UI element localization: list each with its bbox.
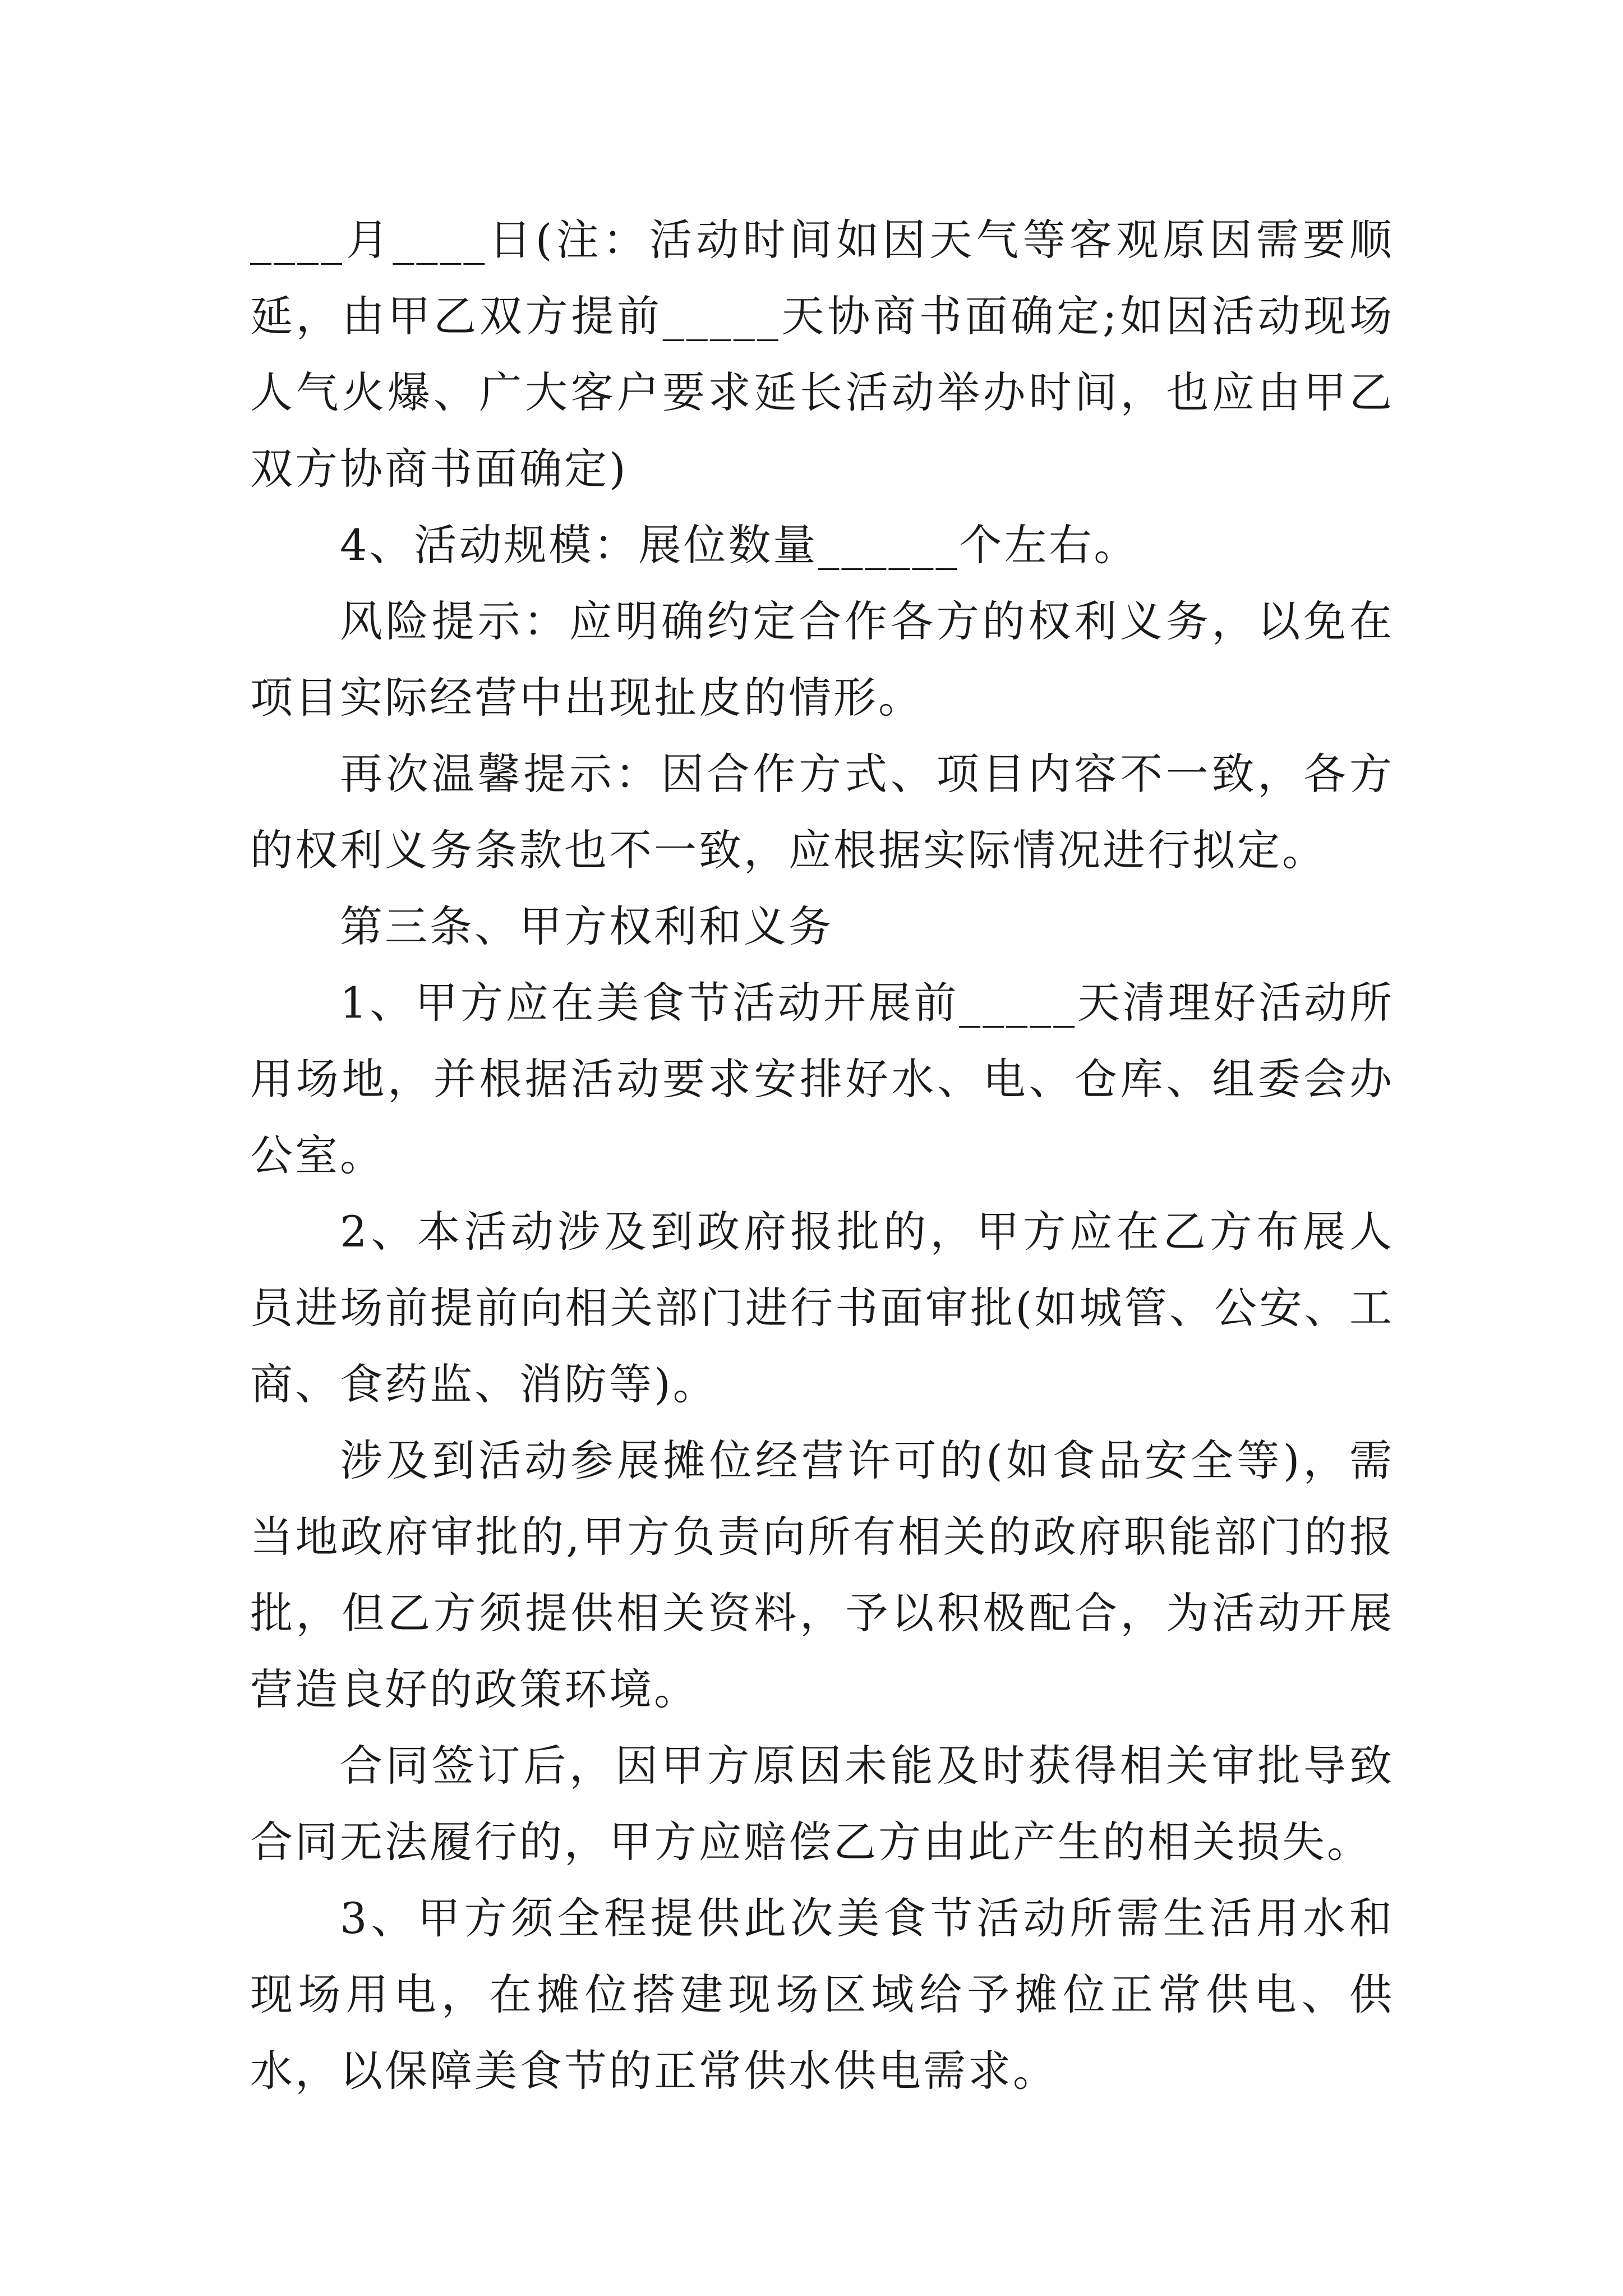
paragraph-licensing: 涉及到活动参展摊位经营许可的(如食品安全等)，需当地政府审批的,甲方负责向所有相关的政府职能部门的报批，但乙方须提供相关资料，予以积极配合，为活动开展营造良好的政策环境。 — [250, 1435, 1394, 1714]
paragraph-clause-1: 1、甲方应在美食节活动开展前_____天清理好活动所用场地，并根据活动要求安排好水、电、仓库、组委会办公室。 — [250, 978, 1394, 1180]
paragraph-continuation-date-note: ____月____日(注：活动时间如因天气等客观原因需要顺延，由甲乙双方提前_____天协商书面确定;如因活动现场人气火爆、广大客户要求延长活动举办时间，也应由甲乙双方协商书面确定) — [250, 215, 1394, 494]
section-heading-article-3: 第三条、甲方权利和义务 — [340, 901, 833, 951]
paragraph-clause-2: 2、本活动涉及到政府报批的，甲方应在乙方布展人员进场前提前向相关部门进行书面审批(如城管、公安、工商、食药监、消防等)。 — [250, 1207, 1394, 1409]
paragraph-clause-3: 3、甲方须全程提供此次美食节活动所需生活用水和现场用电，在摊位搭建现场区域给予摊位正常供电、供水，以保障美食节的正常供水供电需求。 — [250, 1893, 1394, 2096]
paragraph-risk-notice: 风险提示：应明确约定合作各方的权利义务，以免在项目实际经营中出现扯皮的情形。 — [250, 596, 1394, 723]
paragraph-activity-scale: 4、活动规模：展位数量______个左右。 — [340, 520, 1139, 570]
document-body — [250, 202, 1394, 2109]
paragraph-compensation: 合同签订后，因甲方原因未能及时获得相关审批导致合同无法履行的，甲方应赔偿乙方由此产生的相关损失。 — [250, 1741, 1394, 1867]
paragraph-reminder-notice: 再次温馨提示：因合作方式、项目内容不一致，各方的权利义务条款也不一致，应根据实际情况进行拟定。 — [250, 749, 1394, 875]
